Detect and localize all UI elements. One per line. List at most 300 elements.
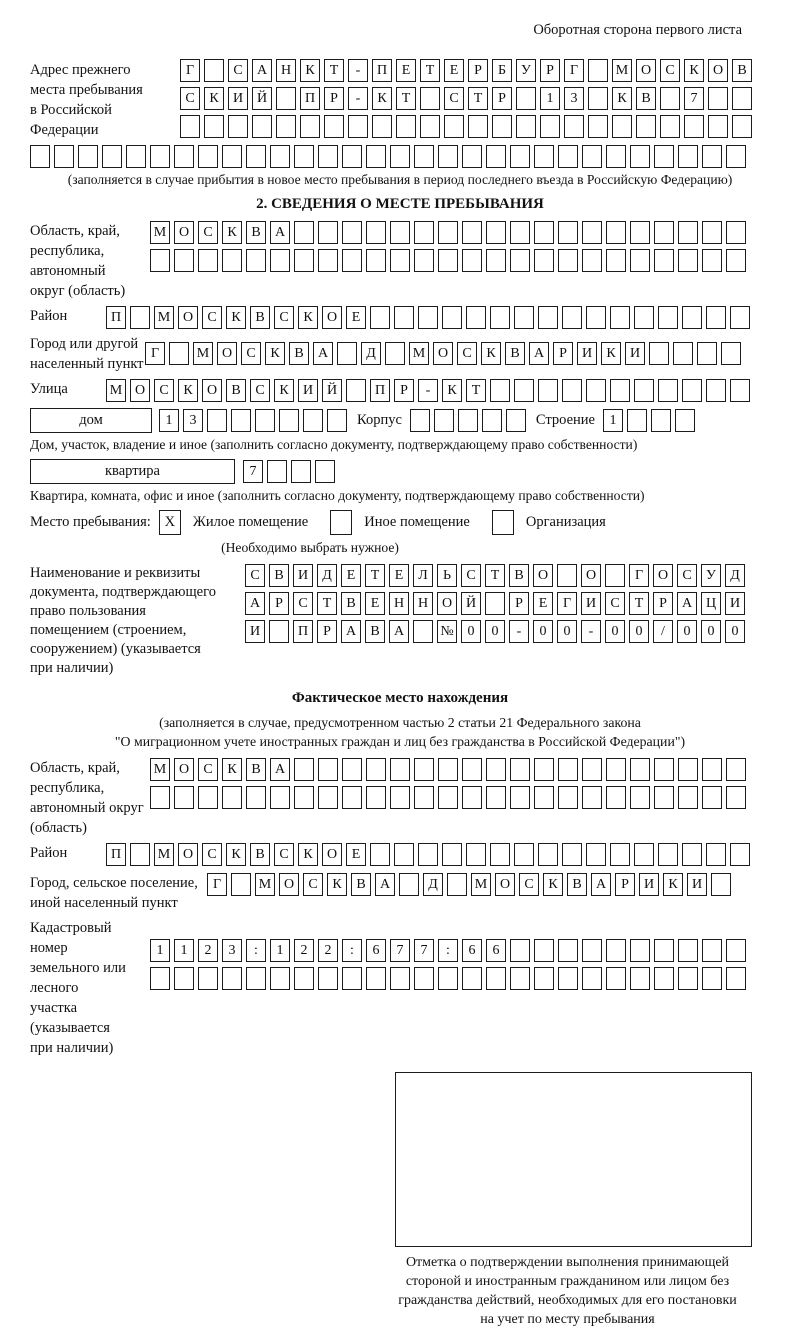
char-cell[interactable] [396, 115, 416, 138]
char-cell[interactable]: М [154, 306, 174, 329]
char-cell[interactable]: И [293, 564, 313, 587]
char-cell[interactable] [586, 306, 606, 329]
char-cell[interactable] [605, 564, 625, 587]
char-cell[interactable] [366, 221, 386, 244]
char-cell[interactable]: Д [317, 564, 337, 587]
char-cell[interactable]: Н [389, 592, 409, 615]
char-cell[interactable] [610, 379, 630, 402]
char-cell[interactable] [540, 115, 560, 138]
char-cell[interactable]: - [418, 379, 438, 402]
char-cell[interactable]: 0 [605, 620, 625, 643]
char-cell[interactable]: К [543, 873, 563, 896]
char-cell[interactable] [606, 249, 626, 272]
char-cell[interactable]: Е [389, 564, 409, 587]
char-cell[interactable]: А [591, 873, 611, 896]
char-cell[interactable]: 6 [366, 939, 386, 962]
char-cell[interactable] [606, 221, 626, 244]
char-cell[interactable] [198, 967, 218, 990]
char-cell[interactable] [462, 786, 482, 809]
char-cell[interactable]: № [437, 620, 457, 643]
char-cell[interactable]: Р [468, 59, 488, 82]
char-cell[interactable] [414, 786, 434, 809]
char-cell[interactable] [458, 409, 478, 432]
char-cell[interactable] [538, 843, 558, 866]
char-cell[interactable] [318, 967, 338, 990]
char-cell[interactable]: С [519, 873, 539, 896]
char-cell[interactable] [204, 59, 224, 82]
char-cell[interactable]: Н [413, 592, 433, 615]
char-cell[interactable] [462, 145, 482, 168]
char-cell[interactable]: 0 [677, 620, 697, 643]
char-cell[interactable] [246, 786, 266, 809]
char-cell[interactable]: - [581, 620, 601, 643]
char-cell[interactable] [636, 115, 656, 138]
char-cell[interactable]: В [269, 564, 289, 587]
char-cell[interactable]: 7 [684, 87, 704, 110]
char-cell[interactable] [462, 967, 482, 990]
char-cell[interactable] [606, 145, 626, 168]
char-cell[interactable]: 1 [159, 409, 179, 432]
char-cell[interactable]: С [228, 59, 248, 82]
char-cell[interactable] [588, 87, 608, 110]
char-cell[interactable] [510, 758, 530, 781]
char-cell[interactable]: О [636, 59, 656, 82]
char-cell[interactable]: А [341, 620, 361, 643]
char-cell[interactable] [606, 758, 626, 781]
char-cell[interactable] [468, 115, 488, 138]
char-cell[interactable] [730, 379, 750, 402]
char-cell[interactable] [630, 939, 650, 962]
char-cell[interactable] [486, 786, 506, 809]
char-cell[interactable] [318, 221, 338, 244]
char-cell[interactable] [418, 306, 438, 329]
char-cell[interactable] [222, 967, 242, 990]
char-cell[interactable]: Р [509, 592, 529, 615]
char-cell[interactable] [385, 342, 405, 365]
char-cell[interactable] [390, 249, 410, 272]
char-cell[interactable] [222, 249, 242, 272]
char-cell[interactable]: 2 [294, 939, 314, 962]
char-cell[interactable] [438, 221, 458, 244]
char-cell[interactable]: А [677, 592, 697, 615]
char-cell[interactable] [582, 758, 602, 781]
char-cell[interactable] [534, 249, 554, 272]
char-cell[interactable]: Т [365, 564, 385, 587]
char-cell[interactable]: К [372, 87, 392, 110]
char-cell[interactable] [324, 115, 344, 138]
char-cell[interactable] [538, 306, 558, 329]
char-cell[interactable] [485, 592, 505, 615]
char-cell[interactable] [318, 786, 338, 809]
char-cell[interactable]: М [106, 379, 126, 402]
char-cell[interactable] [267, 460, 287, 483]
char-cell[interactable]: Р [492, 87, 512, 110]
char-cell[interactable] [174, 786, 194, 809]
char-cell[interactable] [726, 939, 746, 962]
char-cell[interactable] [342, 967, 362, 990]
char-cell[interactable]: Р [540, 59, 560, 82]
char-cell[interactable] [370, 306, 390, 329]
char-cell[interactable] [634, 306, 654, 329]
char-cell[interactable] [198, 786, 218, 809]
char-cell[interactable]: С [198, 758, 218, 781]
char-cell[interactable]: А [245, 592, 265, 615]
char-cell[interactable]: Р [324, 87, 344, 110]
char-cell[interactable]: П [370, 379, 390, 402]
char-cell[interactable]: Е [365, 592, 385, 615]
char-cell[interactable] [438, 145, 458, 168]
char-cell[interactable]: Т [317, 592, 337, 615]
char-cell[interactable] [366, 967, 386, 990]
char-cell[interactable] [490, 306, 510, 329]
char-cell[interactable] [390, 221, 410, 244]
char-cell[interactable] [654, 221, 674, 244]
char-cell[interactable]: В [505, 342, 525, 365]
char-cell[interactable] [30, 145, 50, 168]
char-cell[interactable]: В [636, 87, 656, 110]
char-cell[interactable] [462, 249, 482, 272]
char-cell[interactable]: М [154, 843, 174, 866]
char-cell[interactable] [510, 249, 530, 272]
char-cell[interactable] [732, 87, 752, 110]
char-cell[interactable]: Д [361, 342, 381, 365]
char-cell[interactable] [438, 786, 458, 809]
char-cell[interactable] [702, 967, 722, 990]
char-cell[interactable] [726, 967, 746, 990]
char-cell[interactable]: Е [396, 59, 416, 82]
char-cell[interactable] [627, 409, 647, 432]
char-cell[interactable]: 2 [318, 939, 338, 962]
char-cell[interactable]: К [226, 306, 246, 329]
char-cell[interactable]: Р [394, 379, 414, 402]
char-cell[interactable]: 0 [533, 620, 553, 643]
char-cell[interactable] [462, 758, 482, 781]
char-cell[interactable]: К [684, 59, 704, 82]
char-cell[interactable]: Й [461, 592, 481, 615]
char-cell[interactable] [130, 843, 150, 866]
char-cell[interactable] [342, 758, 362, 781]
char-cell[interactable] [562, 306, 582, 329]
char-cell[interactable] [514, 379, 534, 402]
char-cell[interactable] [413, 620, 433, 643]
char-cell[interactable]: 2 [198, 939, 218, 962]
char-cell[interactable] [711, 873, 731, 896]
char-cell[interactable] [294, 967, 314, 990]
char-cell[interactable] [434, 409, 454, 432]
char-cell[interactable]: М [409, 342, 429, 365]
char-cell[interactable] [557, 564, 577, 587]
char-cell[interactable] [588, 59, 608, 82]
char-cell[interactable] [562, 843, 582, 866]
char-cell[interactable] [673, 342, 693, 365]
char-cell[interactable]: О [708, 59, 728, 82]
char-cell[interactable]: Г [629, 564, 649, 587]
char-cell[interactable] [606, 939, 626, 962]
char-cell[interactable] [708, 87, 728, 110]
char-cell[interactable] [294, 786, 314, 809]
char-cell[interactable] [588, 115, 608, 138]
char-cell[interactable] [346, 379, 366, 402]
char-cell[interactable] [654, 786, 674, 809]
char-cell[interactable]: Ц [701, 592, 721, 615]
char-cell[interactable]: У [516, 59, 536, 82]
char-cell[interactable] [438, 758, 458, 781]
char-cell[interactable]: М [471, 873, 491, 896]
char-cell[interactable] [370, 843, 390, 866]
char-cell[interactable] [678, 758, 698, 781]
char-cell[interactable]: С [274, 843, 294, 866]
char-cell[interactable]: П [106, 306, 126, 329]
char-cell[interactable] [634, 843, 654, 866]
char-cell[interactable]: К [481, 342, 501, 365]
char-cell[interactable]: 3 [183, 409, 203, 432]
char-cell[interactable] [558, 967, 578, 990]
char-cell[interactable]: Й [252, 87, 272, 110]
char-cell[interactable] [678, 967, 698, 990]
char-cell[interactable] [54, 145, 74, 168]
char-cell[interactable]: - [348, 59, 368, 82]
char-cell[interactable]: Г [145, 342, 165, 365]
char-cell[interactable] [514, 843, 534, 866]
char-cell[interactable]: В [246, 758, 266, 781]
char-cell[interactable]: К [327, 873, 347, 896]
char-cell[interactable]: С [202, 843, 222, 866]
char-cell[interactable] [444, 115, 464, 138]
char-cell[interactable]: Ь [437, 564, 457, 587]
char-cell[interactable] [198, 145, 218, 168]
char-cell[interactable]: К [204, 87, 224, 110]
char-cell[interactable] [678, 786, 698, 809]
char-cell[interactable]: Р [553, 342, 573, 365]
char-cell[interactable]: К [222, 758, 242, 781]
char-cell[interactable]: О [174, 221, 194, 244]
char-cell[interactable] [610, 306, 630, 329]
char-cell[interactable]: 1 [150, 939, 170, 962]
char-cell[interactable] [342, 786, 362, 809]
char-cell[interactable] [204, 115, 224, 138]
char-cell[interactable] [318, 758, 338, 781]
char-cell[interactable] [682, 379, 702, 402]
char-cell[interactable] [682, 306, 702, 329]
char-cell[interactable] [414, 758, 434, 781]
char-cell[interactable]: В [341, 592, 361, 615]
char-cell[interactable] [630, 758, 650, 781]
char-cell[interactable]: 1 [270, 939, 290, 962]
char-cell[interactable] [558, 786, 578, 809]
char-cell[interactable] [438, 967, 458, 990]
char-cell[interactable] [586, 379, 606, 402]
char-cell[interactable]: Е [533, 592, 553, 615]
char-cell[interactable]: Т [396, 87, 416, 110]
char-cell[interactable]: 0 [701, 620, 721, 643]
char-cell[interactable]: 0 [725, 620, 745, 643]
char-cell[interactable]: И [581, 592, 601, 615]
char-cell[interactable] [291, 460, 311, 483]
char-cell[interactable] [438, 249, 458, 272]
char-cell[interactable] [630, 249, 650, 272]
char-cell[interactable] [514, 306, 534, 329]
char-cell[interactable] [562, 379, 582, 402]
char-cell[interactable]: 7 [390, 939, 410, 962]
char-cell[interactable] [180, 115, 200, 138]
char-cell[interactable] [506, 409, 526, 432]
char-cell[interactable]: М [150, 758, 170, 781]
char-cell[interactable] [564, 115, 584, 138]
char-cell[interactable] [78, 145, 98, 168]
char-cell[interactable] [558, 758, 578, 781]
char-cell[interactable]: К [601, 342, 621, 365]
char-cell[interactable] [658, 379, 678, 402]
char-cell[interactable] [466, 306, 486, 329]
char-cell[interactable]: В [289, 342, 309, 365]
char-cell[interactable] [102, 145, 122, 168]
char-cell[interactable] [706, 306, 726, 329]
char-cell[interactable]: С [660, 59, 680, 82]
char-cell[interactable]: В [226, 379, 246, 402]
char-cell[interactable]: К [300, 59, 320, 82]
char-cell[interactable]: К [274, 379, 294, 402]
char-cell[interactable]: А [375, 873, 395, 896]
char-cell[interactable]: А [252, 59, 272, 82]
char-cell[interactable]: А [529, 342, 549, 365]
char-cell[interactable]: 3 [222, 939, 242, 962]
char-cell[interactable] [678, 249, 698, 272]
char-cell[interactable] [490, 843, 510, 866]
char-cell[interactable] [270, 967, 290, 990]
char-cell[interactable]: И [577, 342, 597, 365]
char-cell[interactable]: К [222, 221, 242, 244]
checkbox-residential[interactable]: X [159, 510, 181, 535]
char-cell[interactable]: - [348, 87, 368, 110]
char-cell[interactable] [174, 967, 194, 990]
char-cell[interactable]: В [250, 843, 270, 866]
char-cell[interactable]: П [300, 87, 320, 110]
char-cell[interactable] [420, 87, 440, 110]
char-cell[interactable] [231, 873, 251, 896]
char-cell[interactable]: И [687, 873, 707, 896]
char-cell[interactable] [654, 939, 674, 962]
char-cell[interactable]: О [322, 306, 342, 329]
char-cell[interactable] [582, 145, 602, 168]
char-cell[interactable]: 6 [462, 939, 482, 962]
char-cell[interactable]: У [701, 564, 721, 587]
char-cell[interactable] [246, 249, 266, 272]
char-cell[interactable] [318, 249, 338, 272]
char-cell[interactable] [420, 115, 440, 138]
char-cell[interactable]: О [202, 379, 222, 402]
char-cell[interactable]: К [442, 379, 462, 402]
char-cell[interactable]: / [653, 620, 673, 643]
char-cell[interactable] [697, 342, 717, 365]
char-cell[interactable] [558, 939, 578, 962]
char-cell[interactable] [390, 967, 410, 990]
char-cell[interactable]: С [245, 564, 265, 587]
char-cell[interactable]: О [217, 342, 237, 365]
char-cell[interactable] [730, 843, 750, 866]
char-cell[interactable] [486, 758, 506, 781]
char-cell[interactable] [270, 249, 290, 272]
char-cell[interactable] [678, 939, 698, 962]
char-cell[interactable] [651, 409, 671, 432]
char-cell[interactable] [342, 145, 362, 168]
char-cell[interactable] [654, 145, 674, 168]
char-cell[interactable]: Т [629, 592, 649, 615]
char-cell[interactable]: О [653, 564, 673, 587]
char-cell[interactable]: А [389, 620, 409, 643]
char-cell[interactable] [174, 249, 194, 272]
char-cell[interactable] [294, 249, 314, 272]
char-cell[interactable]: Г [180, 59, 200, 82]
char-cell[interactable] [660, 115, 680, 138]
char-cell[interactable]: А [313, 342, 333, 365]
char-cell[interactable] [582, 786, 602, 809]
char-cell[interactable] [649, 342, 669, 365]
char-cell[interactable]: О [178, 843, 198, 866]
char-cell[interactable]: И [639, 873, 659, 896]
char-cell[interactable] [279, 409, 299, 432]
char-cell[interactable]: 1 [540, 87, 560, 110]
char-cell[interactable]: Р [317, 620, 337, 643]
char-cell[interactable]: 0 [557, 620, 577, 643]
char-cell[interactable]: В [351, 873, 371, 896]
char-cell[interactable] [303, 409, 323, 432]
char-cell[interactable] [492, 115, 512, 138]
char-cell[interactable] [442, 843, 462, 866]
char-cell[interactable] [606, 967, 626, 990]
char-cell[interactable]: К [663, 873, 683, 896]
char-cell[interactable] [276, 87, 296, 110]
char-cell[interactable] [228, 115, 248, 138]
char-cell[interactable] [682, 843, 702, 866]
char-cell[interactable] [726, 758, 746, 781]
checkbox-other-premises[interactable] [330, 510, 352, 535]
char-cell[interactable]: С [241, 342, 261, 365]
char-cell[interactable]: Е [346, 306, 366, 329]
char-cell[interactable] [516, 87, 536, 110]
char-cell[interactable] [490, 379, 510, 402]
char-cell[interactable]: В [365, 620, 385, 643]
char-cell[interactable]: - [509, 620, 529, 643]
char-cell[interactable]: И [245, 620, 265, 643]
char-cell[interactable] [366, 249, 386, 272]
char-cell[interactable] [658, 843, 678, 866]
char-cell[interactable] [294, 758, 314, 781]
char-cell[interactable] [510, 786, 530, 809]
char-cell[interactable]: 0 [629, 620, 649, 643]
char-cell[interactable]: Р [653, 592, 673, 615]
char-cell[interactable]: С [274, 306, 294, 329]
char-cell[interactable] [150, 967, 170, 990]
char-cell[interactable] [675, 409, 695, 432]
char-cell[interactable]: О [495, 873, 515, 896]
char-cell[interactable] [462, 221, 482, 244]
char-cell[interactable]: 0 [461, 620, 481, 643]
char-cell[interactable] [486, 967, 506, 990]
char-cell[interactable]: О [533, 564, 553, 587]
char-cell[interactable] [270, 786, 290, 809]
char-cell[interactable] [726, 249, 746, 272]
char-cell[interactable] [315, 460, 335, 483]
char-cell[interactable]: Е [346, 843, 366, 866]
char-cell[interactable] [702, 221, 722, 244]
char-cell[interactable] [276, 115, 296, 138]
char-cell[interactable]: С [457, 342, 477, 365]
char-cell[interactable]: О [174, 758, 194, 781]
char-cell[interactable]: С [605, 592, 625, 615]
char-cell[interactable] [702, 758, 722, 781]
char-cell[interactable] [510, 939, 530, 962]
char-cell[interactable] [418, 843, 438, 866]
